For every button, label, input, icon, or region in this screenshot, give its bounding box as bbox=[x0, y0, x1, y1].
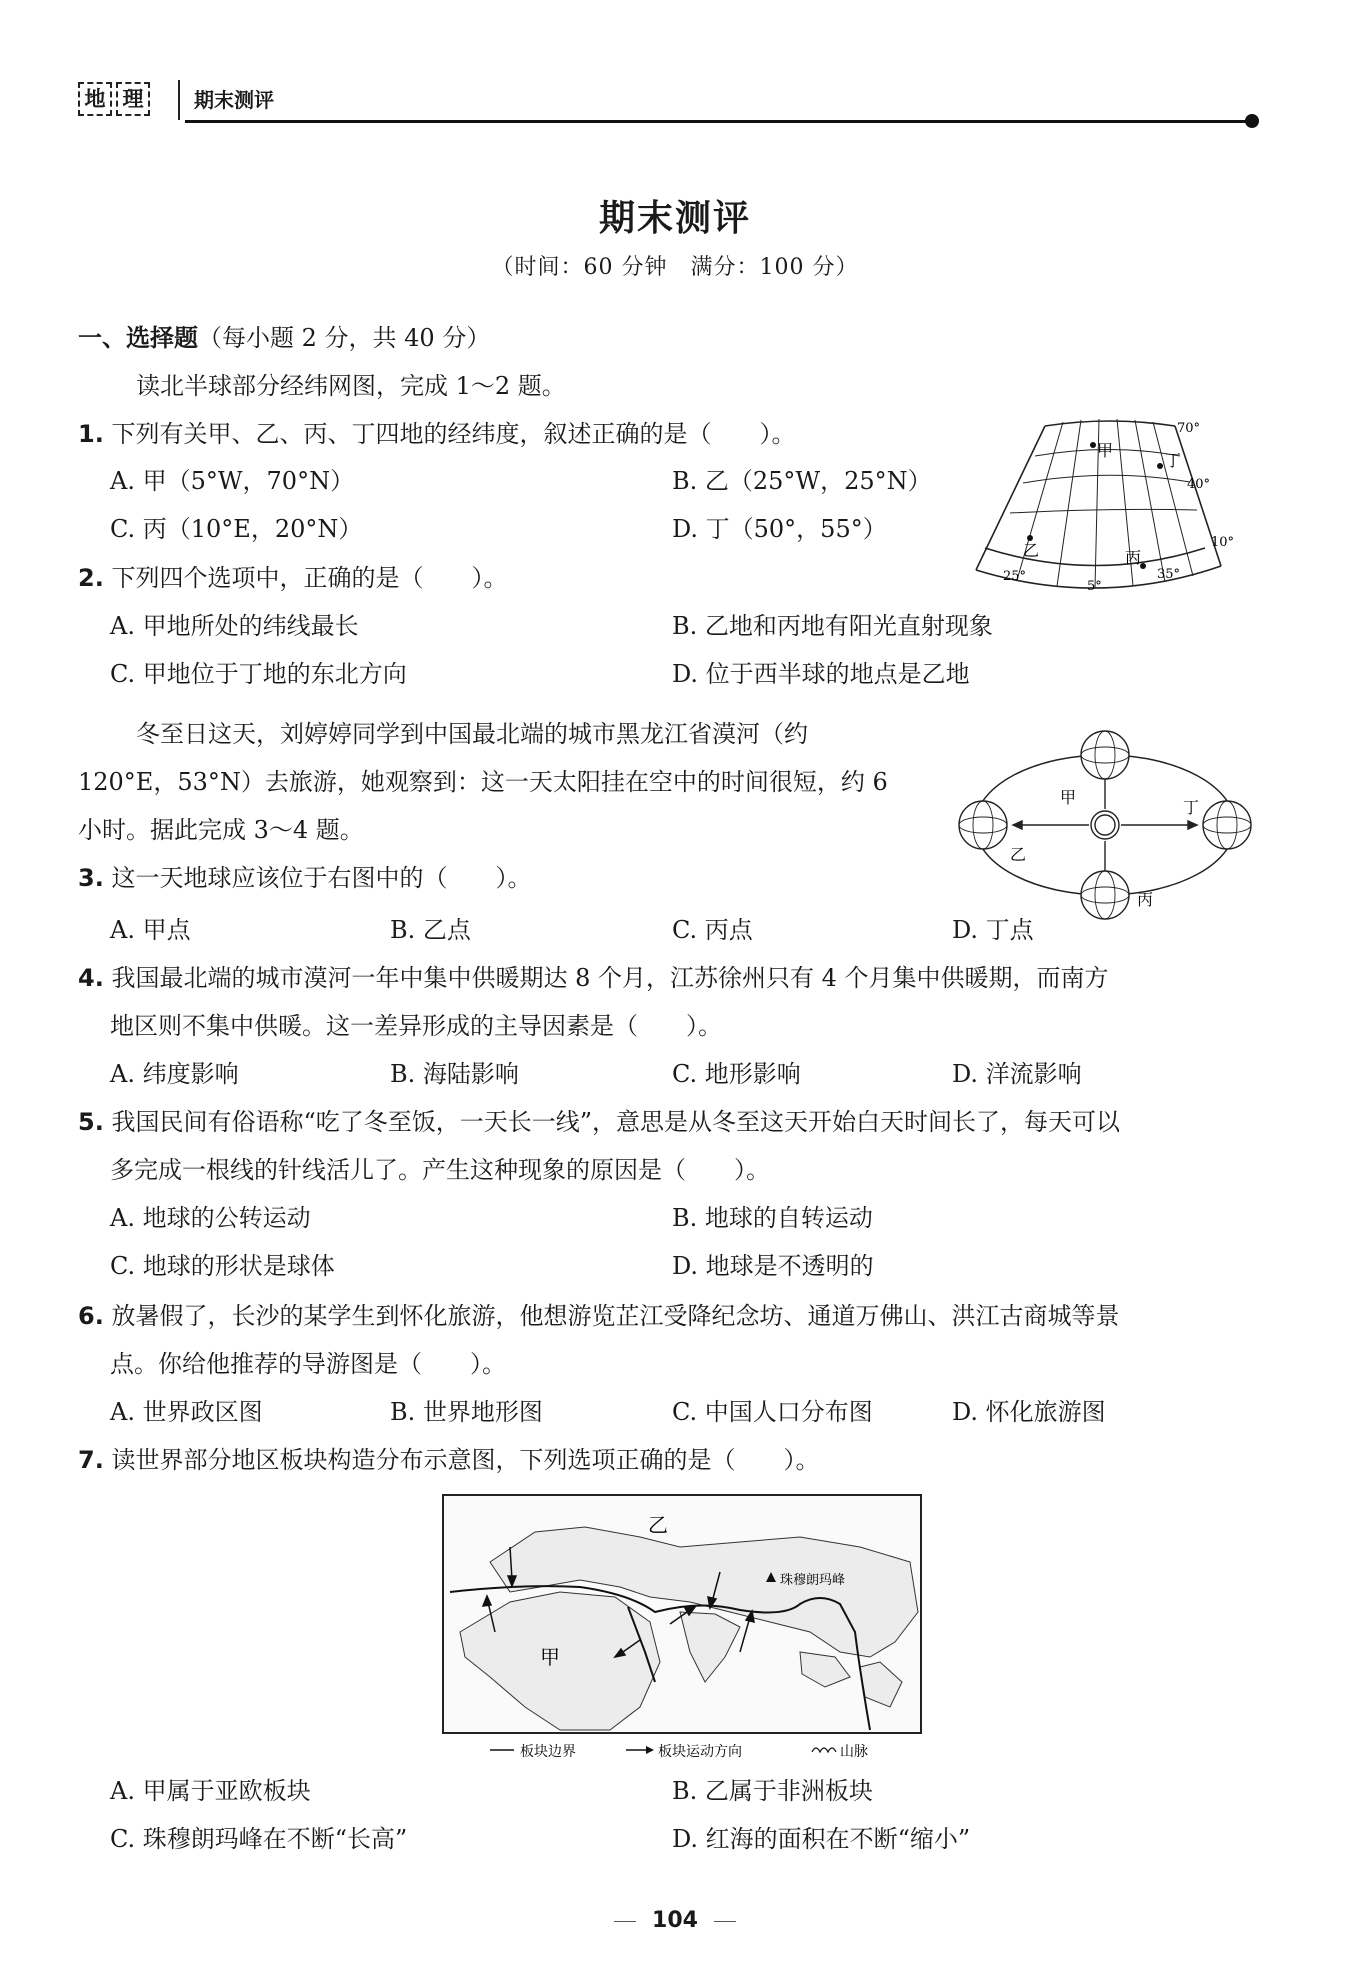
orbit-point-label: 乙 bbox=[1010, 845, 1027, 864]
option-a[interactable]: A. 甲（5°W，70°N） bbox=[110, 467, 355, 495]
option-b[interactable]: B. 乙地和丙地有阳光直射现象 bbox=[672, 612, 993, 640]
question-number: 3. bbox=[78, 864, 104, 892]
intro-text: 小时。据此完成 3～4 题。 bbox=[78, 816, 364, 844]
header-rule bbox=[185, 120, 1250, 123]
header-rule-dot bbox=[1245, 114, 1259, 128]
option-b[interactable]: B. 乙属于非洲板块 bbox=[672, 1777, 873, 1805]
header-separator bbox=[178, 80, 180, 120]
section-label: 一、选择题 bbox=[78, 324, 198, 352]
page-number: 104 bbox=[652, 1908, 698, 1933]
page-footer bbox=[0, 1908, 1350, 1933]
option-d[interactable]: D. 怀化旅游图 bbox=[952, 1398, 1106, 1426]
region-label: 乙 bbox=[648, 1513, 668, 1537]
subject-badge bbox=[78, 82, 150, 116]
subject-char: 理 bbox=[116, 82, 150, 116]
orbit-point-label: 丙 bbox=[1137, 890, 1154, 909]
option-d[interactable]: D. 地球是不透明的 bbox=[672, 1252, 874, 1280]
question-stem: 下列四个选项中，正确的是（ ）。 bbox=[111, 564, 508, 592]
intro-text: 读北半球部分经纬网图，完成 1～2 题。 bbox=[136, 372, 566, 400]
legend-mountain-icon bbox=[812, 1748, 836, 1752]
question-5 bbox=[78, 1106, 1120, 1138]
option-b[interactable]: B. 乙点 bbox=[390, 916, 471, 944]
option-a[interactable]: A. 地球的公转运动 bbox=[110, 1204, 311, 1232]
option-d[interactable]: D. 丁（50°，55°） bbox=[672, 515, 887, 543]
question-stem: 我国民间有俗语称“吃了冬至饭，一天长一线”，意思是从冬至这天开始白天时间长了，每天可以 bbox=[111, 1108, 1121, 1136]
question-stem: 下列有关甲、乙、丙、丁四地的经纬度，叙述正确的是（ ）。 bbox=[111, 420, 796, 448]
lat-label: 40° bbox=[1187, 477, 1211, 492]
question-7 bbox=[78, 1444, 819, 1476]
section-heading bbox=[78, 322, 490, 354]
legend-label: 板块运动方向 bbox=[658, 1744, 742, 1760]
point-label: 甲 bbox=[1097, 441, 1114, 460]
question-stem-cont: 点。你给他推荐的导游图是（ ）。 bbox=[110, 1350, 506, 1378]
option-c[interactable]: C. 丙点 bbox=[672, 916, 753, 944]
option-b[interactable]: B. 海陆影响 bbox=[390, 1060, 519, 1088]
option-c[interactable]: C. 中国人口分布图 bbox=[672, 1398, 873, 1426]
question-number: 1. bbox=[78, 420, 104, 448]
option-d[interactable]: D. 红海的面积在不断“缩小” bbox=[672, 1825, 971, 1853]
section-note: （每小题 2 分，共 40 分） bbox=[198, 324, 491, 352]
question-number: 7. bbox=[78, 1446, 104, 1474]
region-label: 甲 bbox=[540, 1645, 560, 1669]
question-number: 6. bbox=[78, 1302, 104, 1330]
option-c[interactable]: C. 珠穆朗玛峰在不断“长高” bbox=[110, 1825, 408, 1853]
orbit-point-label: 丁 bbox=[1183, 798, 1200, 817]
question-3 bbox=[78, 862, 531, 894]
question-6 bbox=[78, 1300, 1119, 1332]
lon-label: 35° bbox=[1157, 567, 1181, 582]
plate-map-figure bbox=[440, 1492, 924, 1760]
option-a[interactable]: A. 世界政区图 bbox=[110, 1398, 263, 1426]
intro-text: 冬至日这天，刘婷婷同学到中国最北端的城市黑龙江省漠河（约 bbox=[136, 720, 808, 748]
point-label: 乙 bbox=[1023, 541, 1040, 560]
option-a[interactable]: A. 甲属于亚欧板块 bbox=[110, 1777, 311, 1805]
option-b[interactable]: B. 乙（25°W，25°N） bbox=[672, 467, 932, 495]
intro-text: 120°E，53°N）去旅游，她观察到：这一天太阳挂在空中的时间很短，约 6 bbox=[78, 768, 888, 796]
page-title: 期末测评 bbox=[598, 198, 751, 239]
exam-info: （时间：60 分钟 满分：100 分） bbox=[491, 255, 859, 280]
lat-label: 70° bbox=[1177, 421, 1201, 436]
question-stem: 这一天地球应该位于右图中的（ ）。 bbox=[111, 864, 532, 892]
question-number: 2. bbox=[78, 564, 104, 592]
peak-label: 珠穆朗玛峰 bbox=[780, 1573, 846, 1588]
option-b[interactable]: B. 世界地形图 bbox=[390, 1398, 543, 1426]
question-stem-cont: 多完成一根线的针线活儿了。产生这种现象的原因是（ ）。 bbox=[110, 1156, 770, 1184]
option-c[interactable]: C. 甲地位于丁地的东北方向 bbox=[110, 660, 407, 688]
question-1 bbox=[78, 418, 795, 450]
question-stem: 读世界部分地区板块构造分布示意图，下列选项正确的是（ ）。 bbox=[111, 1446, 820, 1474]
point-label: 丙 bbox=[1125, 548, 1142, 567]
option-a[interactable]: A. 纬度影响 bbox=[110, 1060, 239, 1088]
question-2 bbox=[78, 562, 507, 594]
option-c[interactable]: C. 地球的形状是球体 bbox=[110, 1252, 335, 1280]
lon-label: 25° bbox=[1003, 569, 1027, 584]
option-a[interactable]: A. 甲地所处的纬线最长 bbox=[110, 612, 359, 640]
question-stem-cont: 地区则不集中供暖。这一差异形成的主导因素是（ ）。 bbox=[110, 1012, 722, 1040]
orbit-point-label: 甲 bbox=[1060, 788, 1077, 807]
subject-char: 地 bbox=[78, 82, 112, 116]
option-d[interactable]: D. 丁点 bbox=[952, 916, 1034, 944]
option-d[interactable]: D. 位于西半球的地点是乙地 bbox=[672, 660, 970, 688]
question-number: 4. bbox=[78, 964, 104, 992]
question-stem: 放暑假了，长沙的某学生到怀化旅游，他想游览芷江受降纪念坊、通道万佛山、洪江古商城等景 bbox=[111, 1302, 1120, 1330]
header-section: 期末测评 bbox=[194, 88, 274, 112]
question-stem: 我国最北端的城市漠河一年中集中供暖期达 8 个月，江苏徐州只有 4 个月集中供暖期，而南方 bbox=[111, 964, 1109, 992]
orbit-figure bbox=[955, 725, 1255, 925]
lon-label: 5° bbox=[1087, 579, 1102, 594]
legend-label: 山脉 bbox=[840, 1744, 868, 1760]
question-4 bbox=[78, 962, 1109, 994]
option-c[interactable]: C. 地形影响 bbox=[672, 1060, 801, 1088]
option-a[interactable]: A. 甲点 bbox=[110, 916, 191, 944]
legend-label: 板块边界 bbox=[520, 1744, 576, 1760]
point-label: 丁 bbox=[1165, 451, 1182, 470]
graticule-figure bbox=[975, 418, 1235, 598]
lat-label: 10° bbox=[1211, 535, 1235, 550]
question-number: 5. bbox=[78, 1108, 104, 1136]
option-b[interactable]: B. 地球的自转运动 bbox=[672, 1204, 873, 1232]
option-c[interactable]: C. 丙（10°E，20°N） bbox=[110, 515, 363, 543]
option-d[interactable]: D. 洋流影响 bbox=[952, 1060, 1082, 1088]
